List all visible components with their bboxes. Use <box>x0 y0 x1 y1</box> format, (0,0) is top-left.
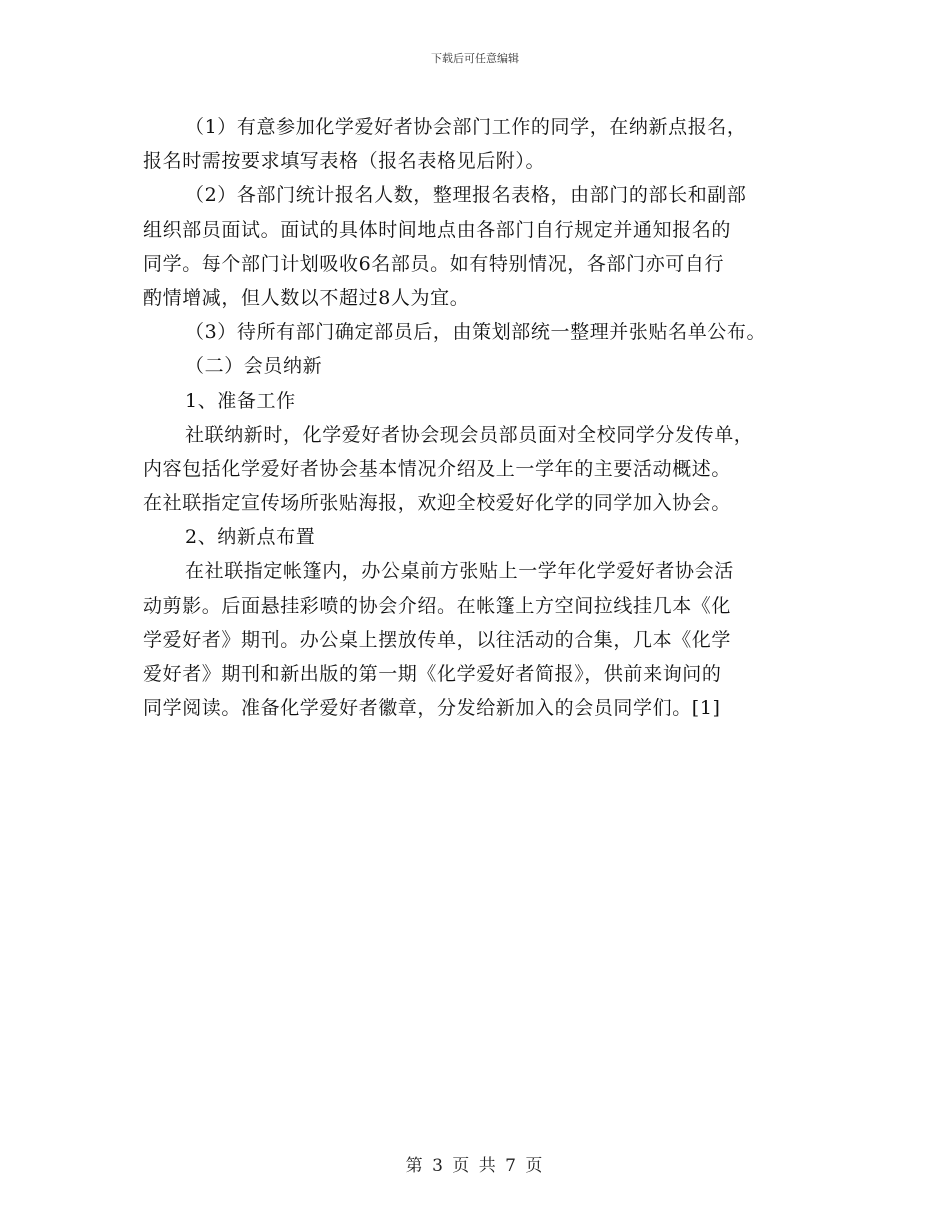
page-number: 第 3 页 共 7 页 <box>405 1156 545 1176</box>
section-heading: （二）会员纳新 <box>185 355 323 378</box>
text-line: 动剪影。后面悬挂彩喷的协会介绍。在帐篷上方空间拉线挂几本《化 <box>143 594 732 617</box>
text-line: 在社联指定帐篷内，办公桌前方张贴上一学年化学爱好者协会活 <box>185 560 734 583</box>
subsection-heading: 1、准备工作 <box>185 389 296 412</box>
page-header <box>0 52 950 66</box>
text-line: 学爱好者》期刊。办公桌上摆放传单，以往活动的合集，几本《化学 <box>143 628 732 651</box>
text-line: 组织部员面试。面试的具体时间地点由各部门自行规定并通知报名的 <box>143 218 732 241</box>
text-line: （3）待所有部门确定部员后，由策划部统一整理并张贴名单公布。 <box>185 321 767 344</box>
text-line: 爱好者》期刊和新出版的第一期《化学爱好者简报》，供前来询问的 <box>143 663 722 685</box>
text-line: 酌情增减，但人数以不超过8人为宜。 <box>143 286 470 309</box>
text-line: （2）各部门统计报名人数，整理报名表格，由部门的部长和副部 <box>185 184 747 207</box>
text-line: 同学。每个部门计划吸收6名部员。如有特别情况，各部门亦可自行 <box>143 252 725 275</box>
text-line: 报名时需按要求填写表格（报名表格见后附）。 <box>143 150 546 173</box>
page-footer <box>0 1156 950 1176</box>
text-line: 内容包括化学爱好者协会基本情况介绍及上一学年的主要活动概述。 <box>143 457 732 480</box>
header-text: 下载后可任意编辑 <box>431 52 519 65</box>
document-body <box>143 110 833 725</box>
text-line: 同学阅读。准备化学爱好者徽章，分发给新加入的会员同学们。[1] <box>143 697 721 720</box>
text-line: （1）有意参加化学爱好者协会部门工作的同学，在纳新点报名， <box>185 116 747 138</box>
text-line: 在社联指定宣传场所张贴海报，欢迎全校爱好化学的同学加入协会。 <box>143 492 732 515</box>
text-line: 社联纳新时，化学爱好者协会现会员部员面对全校同学分发传单， <box>185 423 754 446</box>
subsection-heading: 2、纳新点布置 <box>185 526 316 549</box>
